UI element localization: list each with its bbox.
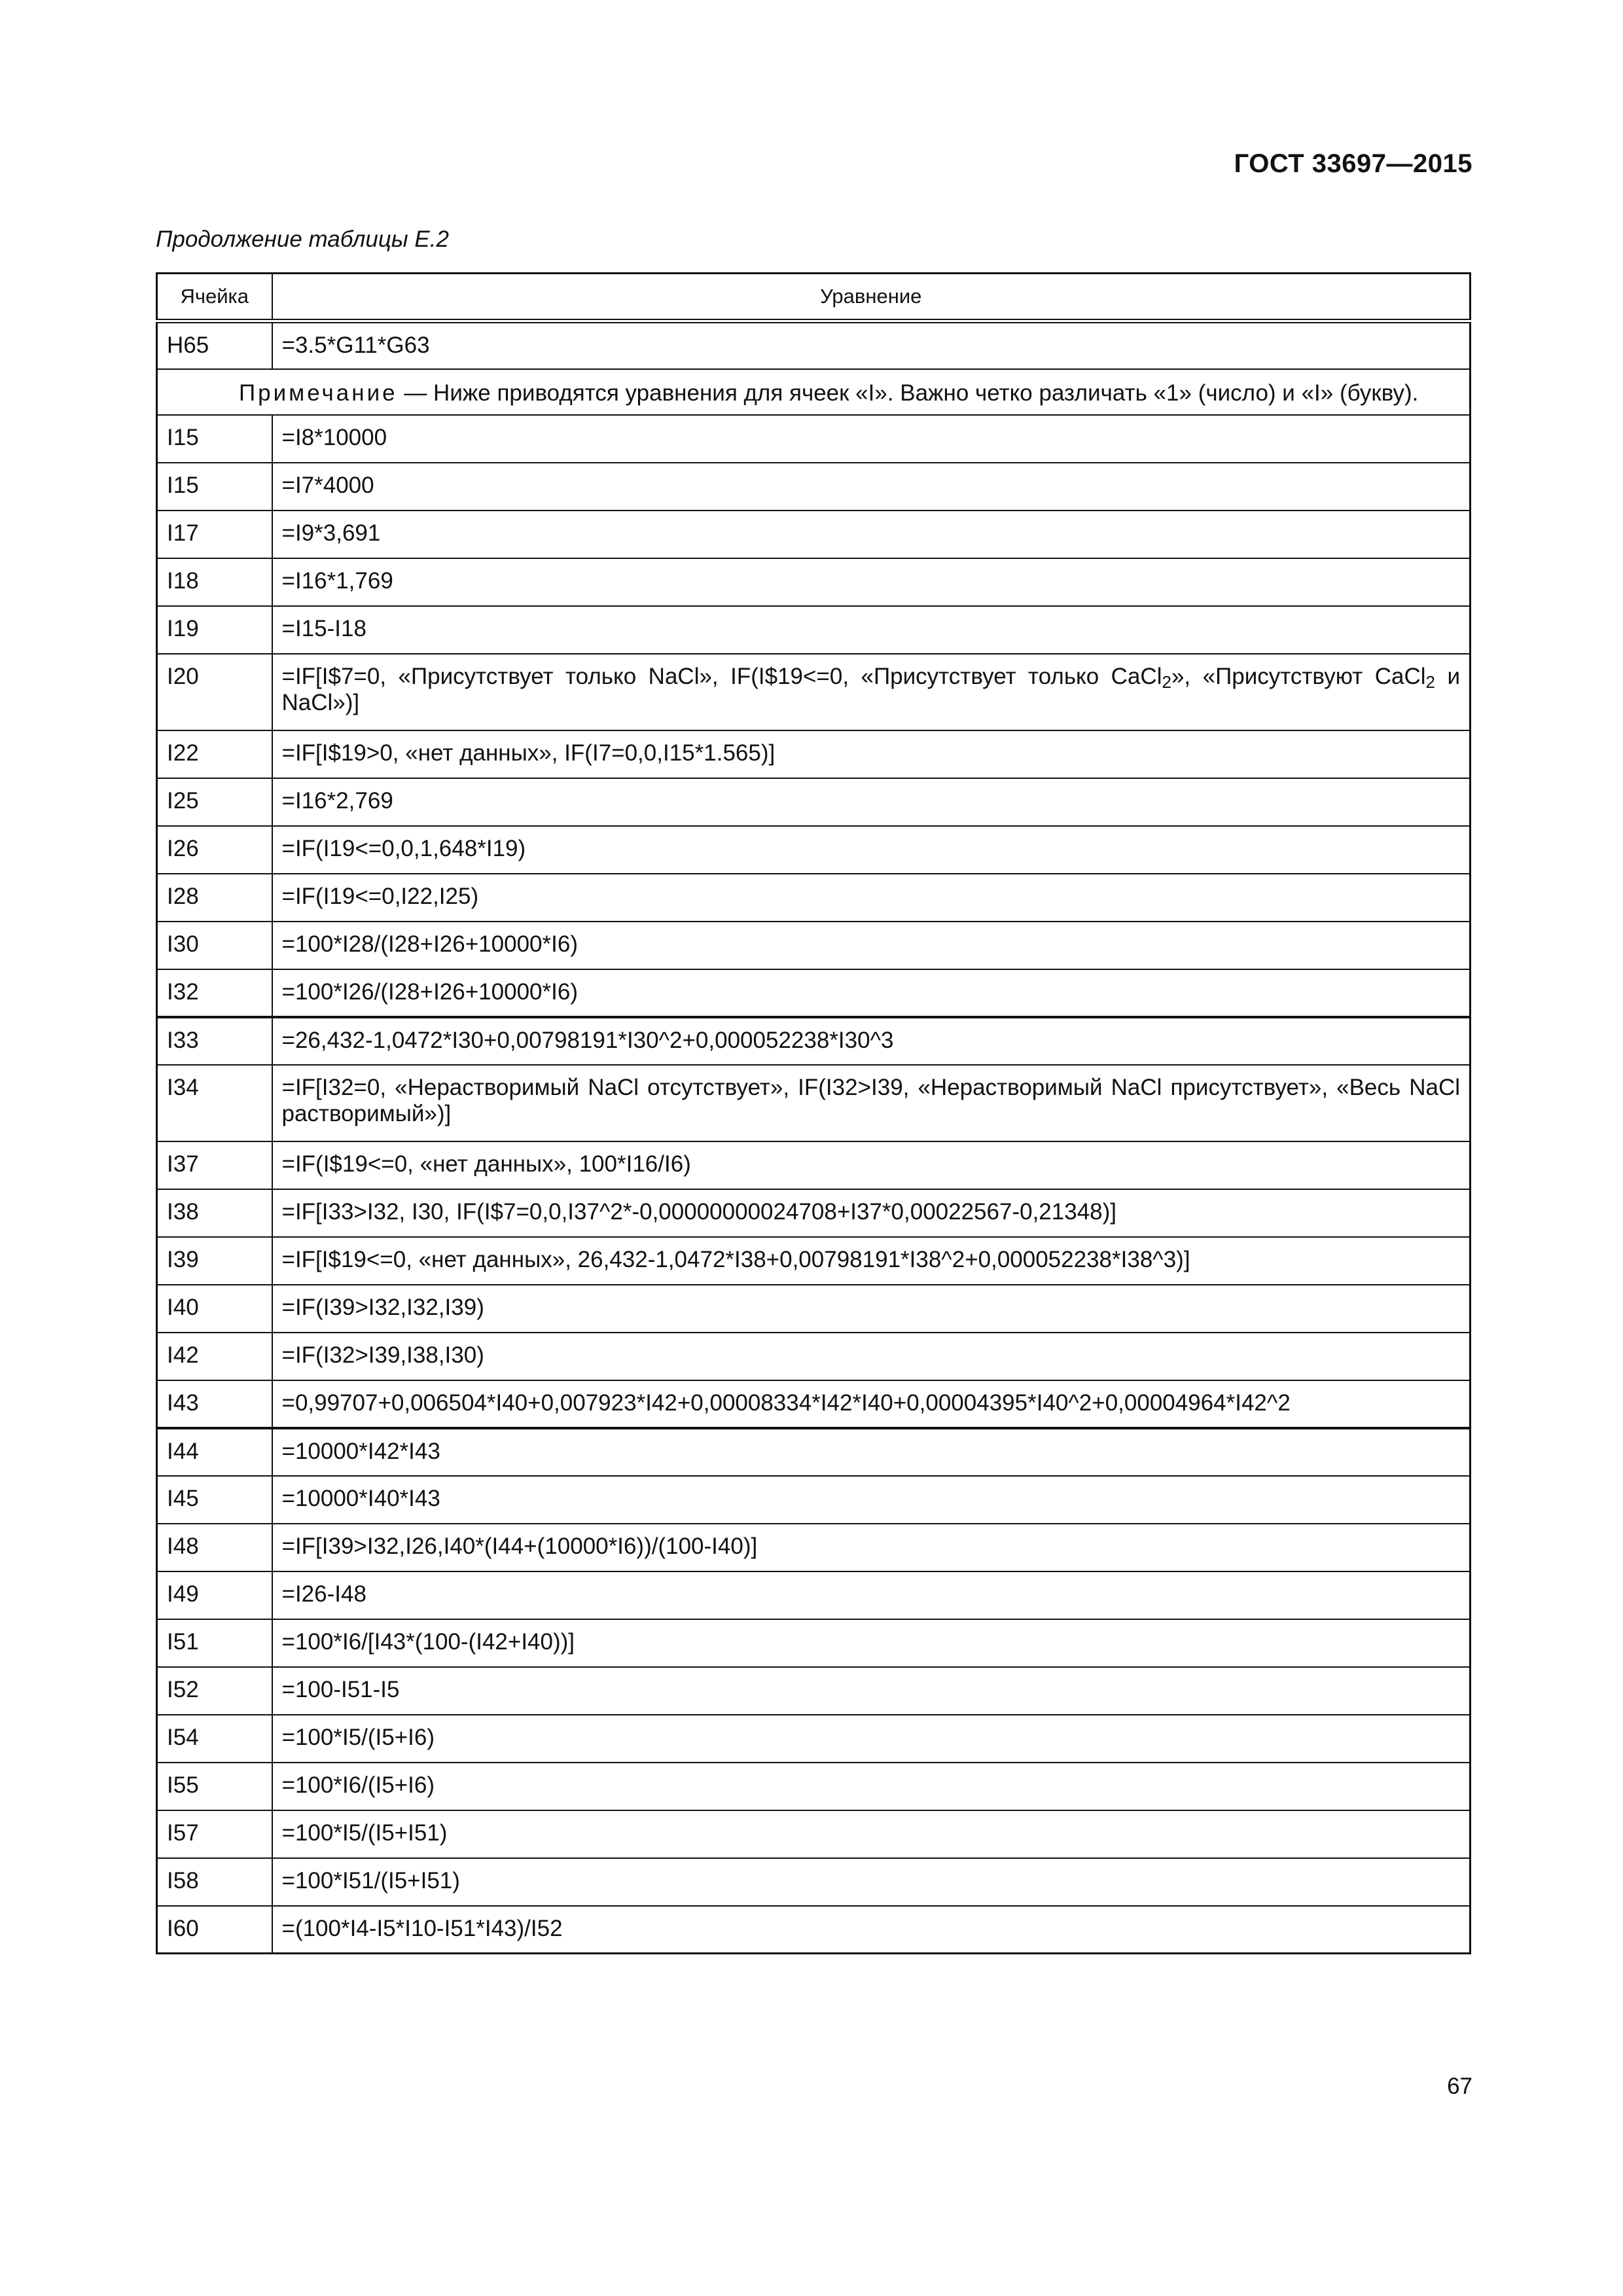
cell-id: I17 [157, 511, 272, 558]
cell-id: I37 [157, 1141, 272, 1189]
cell-id: I54 [157, 1715, 272, 1763]
cell-id: I38 [157, 1189, 272, 1237]
table-row [157, 1237, 1471, 1285]
cell-id: I26 [157, 826, 272, 874]
note-label: Примечание [239, 380, 398, 406]
cell-id: I28 [157, 874, 272, 922]
cell-id: I60 [157, 1906, 272, 1954]
cell-equation: =IF(I19<=0,I22,I25) [272, 874, 1471, 922]
cell-equation: =I7*4000 [272, 463, 1471, 511]
table-row [157, 1906, 1471, 1954]
cell-equation: =I9*3,691 [272, 511, 1471, 558]
table-row [157, 1189, 1471, 1237]
cell-equation: =I26-I48 [272, 1571, 1471, 1619]
table-row [157, 1524, 1471, 1571]
cell-id: I45 [157, 1476, 272, 1524]
table-row [157, 778, 1471, 826]
cell-id: I33 [157, 1017, 272, 1065]
cell-id: I43 [157, 1380, 272, 1428]
cell-equation: =3.5*G11*G63 [272, 321, 1471, 369]
table-row [157, 1428, 1471, 1476]
header-equation-label: Уравнение [272, 274, 1471, 321]
cell-id: I57 [157, 1810, 272, 1858]
cell-equation: =I16*1,769 [272, 558, 1471, 606]
table-row [157, 1065, 1471, 1141]
table-row [157, 730, 1471, 778]
equation-part: и NaCl»)] [281, 663, 1460, 715]
cell-id: I51 [157, 1619, 272, 1667]
cell-equation: =IF(I$19<=0, «нет данных», 100*I16/I6) [272, 1141, 1471, 1189]
table-row [157, 1858, 1471, 1906]
table-row [157, 1141, 1471, 1189]
cell-id: I18 [157, 558, 272, 606]
table-row [157, 1017, 1471, 1065]
cell-equation [272, 654, 1471, 730]
equations-table [156, 272, 1471, 1954]
cell-equation: =IF(I39>I32,I32,I39) [272, 1285, 1471, 1333]
table-row [157, 1285, 1471, 1333]
subscript: 2 [1162, 672, 1171, 692]
cell-equation: =26,432-1,0472*I30+0,00798191*I30^2+0,000052238*I30^3 [272, 1017, 1471, 1065]
table-row [157, 874, 1471, 922]
cell-equation: =I16*2,769 [272, 778, 1471, 826]
table-row [157, 415, 1471, 463]
cell-equation: =IF(I19<=0,0,1,648*I19) [272, 826, 1471, 874]
table-row [157, 1763, 1471, 1810]
note-row [157, 369, 1471, 415]
table-header-row [157, 274, 1471, 321]
cell-id: I15 [157, 415, 272, 463]
cell-equation: =100*I26/(I28+I26+10000*I6) [272, 969, 1471, 1017]
cell-equation: =I15-I18 [272, 606, 1471, 654]
cell-equation: =100*I6/[I43*(100-(I42+I40))] [272, 1619, 1471, 1667]
cell-id: I40 [157, 1285, 272, 1333]
cell-equation: =100-I51-I5 [272, 1667, 1471, 1715]
table-caption: Продолжение таблицы Е.2 [156, 226, 449, 252]
cell-equation: =100*I5/(I5+I51) [272, 1810, 1471, 1858]
cell-id: I22 [157, 730, 272, 778]
cell-id: I55 [157, 1763, 272, 1810]
table-row [157, 463, 1471, 511]
header-cell-label: Ячейка [157, 274, 272, 321]
cell-equation: =I8*10000 [272, 415, 1471, 463]
cell-equation: =100*I51/(I5+I51) [272, 1858, 1471, 1906]
table-row [157, 654, 1471, 730]
cell-equation: =IF[I33>I32, I30, IF(I$7=0,0,I37^2*-0,00000000024708+I37*0,00022567-0,21348)] [272, 1189, 1471, 1237]
table-row [157, 922, 1471, 969]
equation-part: =IF[I$7=0, «Присутствует только NaCl», IF(I$19<=0, «Присутствует только CaCl [281, 663, 1162, 689]
cell-equation: =IF[I32=0, «Нерастворимый NaCl отсутствует», IF(I32>I39, «Нерастворимый NaCl присутствует», «Весь NaCl растворимый»)] [272, 1065, 1471, 1141]
table-row [157, 1333, 1471, 1380]
table-row [157, 1810, 1471, 1858]
cell-id: I42 [157, 1333, 272, 1380]
document-code: ГОСТ 33697—2015 [1234, 149, 1472, 178]
table-row [157, 1715, 1471, 1763]
cell-equation: =100*I28/(I28+I26+10000*I6) [272, 922, 1471, 969]
cell-id: I20 [157, 654, 272, 730]
cell-id: H65 [157, 321, 272, 369]
table-row [157, 558, 1471, 606]
note-text: — Ниже приводятся уравнения для ячеек «I». Важно четко различать «1» (число) и «I» (букву). [397, 380, 1419, 406]
cell-id: I32 [157, 969, 272, 1017]
cell-equation: =10000*I40*I43 [272, 1476, 1471, 1524]
page-number: 67 [1447, 2073, 1472, 2099]
cell-equation: =(100*I4-I5*I10-I51*I43)/I52 [272, 1906, 1471, 1954]
cell-id: I52 [157, 1667, 272, 1715]
cell-id: I39 [157, 1237, 272, 1285]
cell-id: I34 [157, 1065, 272, 1141]
cell-equation: =0,99707+0,006504*I40+0,007923*I42+0,00008334*I42*I40+0,00004395*I40^2+0,00004964*I42^2 [272, 1380, 1471, 1428]
table-row [157, 511, 1471, 558]
equations-table-container [156, 272, 1471, 1954]
cell-id: I19 [157, 606, 272, 654]
cell-id: I58 [157, 1858, 272, 1906]
note-cell [157, 369, 1471, 415]
cell-id: I30 [157, 922, 272, 969]
table-row [157, 826, 1471, 874]
table-row [157, 1380, 1471, 1428]
table-row [157, 969, 1471, 1017]
equation-part: », «Присутствуют CaCl [1171, 663, 1426, 689]
cell-equation: =100*I6/(I5+I6) [272, 1763, 1471, 1810]
table-row [157, 1571, 1471, 1619]
cell-id: I44 [157, 1428, 272, 1476]
table-row [157, 1619, 1471, 1667]
table-row [157, 606, 1471, 654]
cell-id: I25 [157, 778, 272, 826]
cell-equation: =IF[I$19<=0, «нет данных», 26,432-1,0472*I38+0,00798191*I38^2+0,000052238*I38^3)] [272, 1237, 1471, 1285]
cell-equation: =10000*I42*I43 [272, 1428, 1471, 1476]
cell-id: I48 [157, 1524, 272, 1571]
cell-equation: =100*I5/(I5+I6) [272, 1715, 1471, 1763]
table-row [157, 1667, 1471, 1715]
table-row [157, 321, 1471, 369]
cell-equation: =IF[I39>I32,I26,I40*(I44+(10000*I6))/(100-I40)] [272, 1524, 1471, 1571]
table-row [157, 1476, 1471, 1524]
cell-equation: =IF[I$19>0, «нет данных», IF(I7=0,0,I15*1.565)] [272, 730, 1471, 778]
cell-id: I15 [157, 463, 272, 511]
subscript: 2 [1425, 672, 1435, 692]
cell-id: I49 [157, 1571, 272, 1619]
cell-equation: =IF(I32>I39,I38,I30) [272, 1333, 1471, 1380]
